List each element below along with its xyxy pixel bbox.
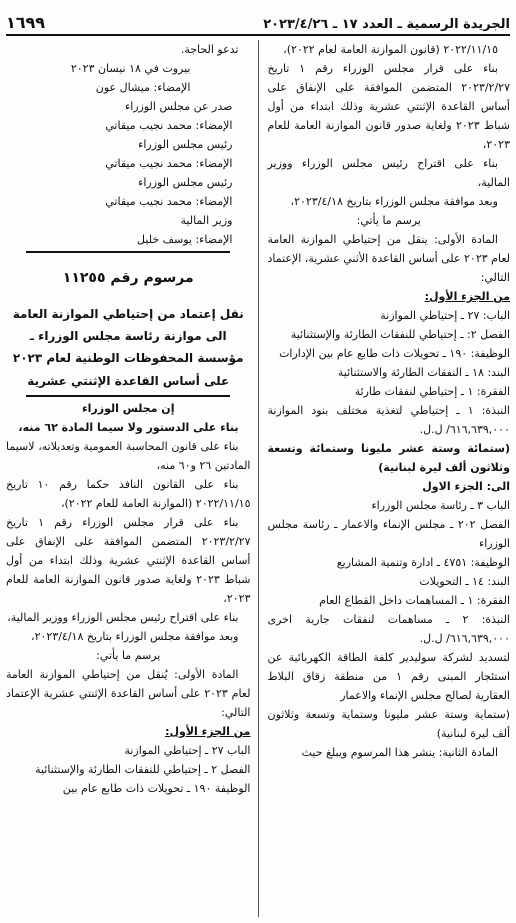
paragraph: بناء على قانون المحاسبة العمومية وتعديلاته، لاسيما المادتين ٢٦ و٦٠ منه، — [6, 440, 251, 472]
paragraph: بناء على اقتراح رئيس مجلس الوزراء ووزير المالية، — [267, 157, 510, 189]
issuer-heading: إن مجلس الوزراء — [82, 402, 175, 415]
signature-line: الإمضاء: محمد نجيب ميقاتي — [105, 157, 233, 170]
paragraph: وبعد موافقة مجلس الوزراء بتاريخ ٢٠٢٣/٤/١٨، — [290, 195, 498, 208]
budget-line: الباب: ٢٧ ـ إحتياطي الموازنة — [380, 309, 510, 322]
right-column — [258, 40, 510, 917]
paragraph: يرسم ما يأتي: — [356, 214, 421, 227]
section-label: من الجزء الأول: — [424, 290, 510, 303]
paragraph: يرسم ما يأتي: — [96, 649, 161, 662]
signature-line: صدر عن مجلس الوزراء — [125, 100, 233, 113]
budget-line: الوظيفة ١٩٠ ـ تحويلات ذات طابع عام بين — [62, 782, 251, 795]
decree-title: نقل إعتماد من إحتياطي الموازنة العامة الى موازنة رئاسة مجلس الوزراء ـ مؤسسة المحفوظات الوطنية لعام ٢٠٢٣ — [12, 307, 244, 365]
amount-words: (ستماية وستة عشر مليونا وستماية وتسعة وثلاثون ألف ليرة لبنانية) — [267, 708, 510, 740]
budget-line: البند: ١٨ ـ النفقات الطارئة والاستثنائية — [337, 366, 510, 379]
signature-line: وزير المالية — [180, 214, 233, 227]
budget-line: الفقرة: ١ ـ المساهمات داخل القطاع العام — [319, 594, 510, 607]
signature-line: رئيس مجلس الوزراء — [138, 176, 233, 189]
article-heading: المادة الثانية: ينشر هذا المرسوم ويبلغ حيث — [301, 746, 498, 759]
signature-line: بيروت في ١٨ نيسان ٢٠٢٣ — [70, 62, 191, 75]
paragraph: ٢٠٢٢/١١/١٥ (قانون الموازنة العامة لعام ٢٠٢٢)، — [283, 43, 498, 56]
decree-subtitle: على أساس القاعدة الإثنتي عشرية — [27, 374, 230, 388]
section-label: الى: الجزء الاول — [422, 480, 510, 493]
paragraph: لتسديد لشركة سوليدير كلفة الطاقة الكهربائية عن استئجار المبنى رقم ١ من منطقة زقاق البلاط العقارية لصالح مجلس الإنماء والاعمار — [267, 651, 510, 702]
article-heading: المادة الأولى: يُنقل من إحتياطي الموازنة العامة لعام ٢٠٢٣ على أساس القاعدة الإثنتي عشرية الإعتماد التالي: — [6, 668, 251, 719]
budget-line: النبذة: ٢ ـ مساهمات لنفقات جارية اخرى ٦١٦,٦٣٩,٠٠٠/ ل.ل. — [267, 613, 510, 645]
budget-line: الفصل ٢: ـ إحتياطي للنفقات الطارئة والإستثنائية — [290, 328, 510, 341]
page-body — [6, 40, 510, 917]
budget-line: الباب ٢٧ ـ إحتياطي الموازنة — [124, 744, 251, 757]
budget-line: الفقرة: ١ ـ إحتياطي لنفقات طارئة — [354, 385, 510, 398]
paragraph: بناء على قرار مجلس الوزراء رقم ١ تاريخ ٢٠٢٣/٢/٢٧ المتضمن الموافقة على الإنفاق على أساس القاعدة الإثنتي عشرية وذلك ابتداء من أول شباط ٢٠٢٣ ولغاية صدور قانون الموازنة العامة للعام ٢٠٢٣، — [267, 62, 510, 151]
separator — [26, 395, 230, 397]
signature-line: الإمضاء: محمد نجيب ميقاتي — [105, 195, 233, 208]
page-header — [6, 6, 510, 36]
budget-line: الباب ٣ ـ رئاسة مجلس الوزراء — [371, 499, 510, 512]
page-number: ١٦٩٩ — [6, 13, 46, 32]
paragraph: تدعو الحاجة. — [180, 43, 239, 56]
budget-line: النبذة: ١ ـ إحتياطي لتغذية مختلف بنود الموازنة ٦١٦,٦٣٩,٠٠٠/ ل.ل. — [267, 404, 510, 436]
left-column — [6, 40, 258, 917]
paragraph: بناء على قرار مجلس الوزراء رقم ١ تاريخ ٢٠٢٣/٢/٢٧ المتضمن الموافقة على الإنفاق على أساس القاعدة الإثنتي عشرية وذلك ابتداء من أول شباط ٢٠٢٣ ولغاية صدور قانون الموازنة العامة للعام ٢٠٢٣، — [6, 516, 251, 605]
decree-number: مرسوم رقم ١١٢٥٥ — [62, 270, 194, 286]
budget-line: البند: ١٤ ـ التحويلات — [419, 575, 510, 588]
section-label: من الجزء الأول: — [165, 725, 251, 738]
journal-title: الجريدة الرسمية ـ العدد ١٧ ـ ٢٠٢٣/٤/٢٦ — [263, 17, 510, 32]
budget-line: الفصل ٢ ـ إحتياطي للنفقات الطارئة والإستثنائية — [35, 763, 251, 776]
budget-line: الفصل ٢٠٢ ـ مجلس الإنماء والاعمار ـ رئاسة مجلس الوزراء — [267, 518, 510, 550]
signature-line: الإمضاء: محمد نجيب ميقاتي — [105, 119, 233, 132]
budget-line: الوظيفة: ٤٧٥١ ـ ادارة وتنمية المشاريع — [336, 556, 510, 569]
budget-line: الوظيفة: ١٩٠ ـ تحويلات ذات طابع عام بين الإدارات — [279, 347, 510, 360]
separator — [26, 251, 230, 253]
signature-line: الإمضاء: يوسف خليل — [137, 233, 233, 246]
amount-words: (ستمائة وستة عشر مليونا وستمائة وتسعة وثلاثون ألف ليرة لبنانية) — [267, 442, 510, 474]
signature-line: الإمضاء: ميشال عون — [95, 81, 191, 94]
paragraph: بناء على الدستور ولا سيما المادة ٦٢ منه، — [18, 421, 239, 434]
paragraph: بناء على اقتراح رئيس مجلس الوزراء ووزير المالية، — [7, 611, 239, 624]
signature-line: رئيس مجلس الوزراء — [138, 138, 233, 151]
paragraph: بناء على القانون النافذ حكما رقم ١٠ تاريخ ٢٠٢٢/١١/١٥ (الموازنة العامة للعام ٢٠٢٢)، — [6, 478, 251, 510]
paragraph: وبعد موافقة مجلس الوزراء بتاريخ ٢٠٢٣/٤/١٨، — [31, 630, 239, 643]
article-heading: المادة الأولى: ينقل من إحتياطي الموازنة العامة لعام ٢٠٢٣ على أساس القاعدة الأثني عشرية، الإعتماد التالي: — [267, 233, 510, 284]
